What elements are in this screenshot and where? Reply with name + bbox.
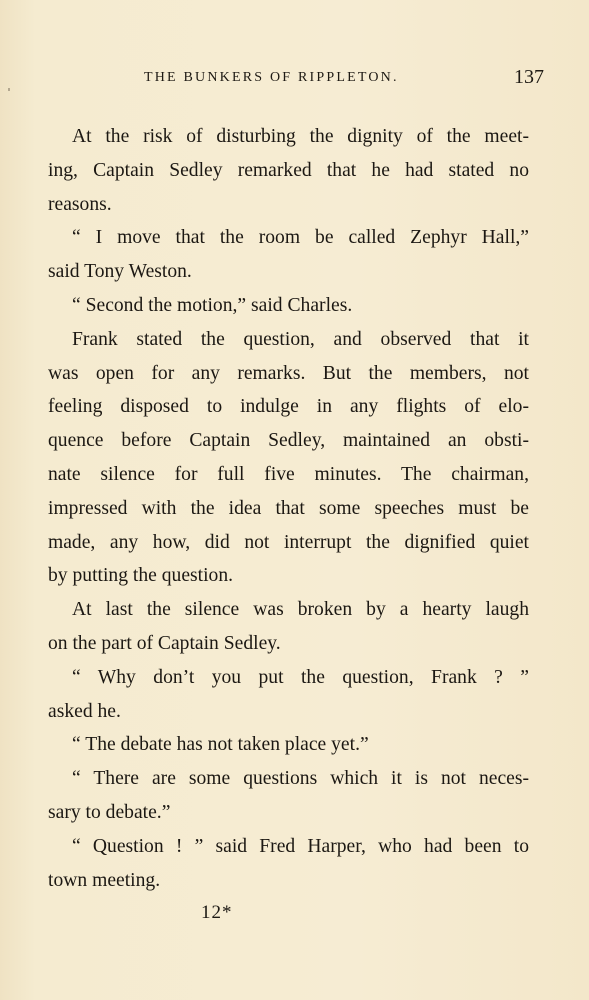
text-line: reasons. — [48, 193, 112, 215]
text-line: said Tony Weston. — [48, 261, 192, 283]
text-line: “ Question ! ” said Fred Harper, who had been to — [72, 835, 529, 857]
running-head — [48, 66, 544, 94]
text-line: sary to debate.” — [48, 801, 171, 823]
text-line: by putting the question. — [48, 565, 234, 587]
text-line: town meeting. — [48, 869, 161, 891]
text-line: feeling disposed to indulge in any flights of elo- — [48, 396, 529, 418]
text-line: asked he. — [48, 700, 121, 722]
text-line: on the part of Captain Sedley. — [48, 632, 281, 654]
signature-mark: 12* — [201, 902, 233, 923]
text-line: “ I move that the room be called Zephyr Hall,” — [72, 227, 529, 249]
text-line: made, any how, did not interrupt the dignified quiet — [48, 531, 529, 553]
text-line: “ There are some questions which it is not neces- — [72, 768, 529, 790]
text-line: was open for any remarks. But the members, not — [48, 362, 529, 384]
text-line: “ Second the motion,” said Charles. — [72, 294, 353, 316]
text-line: At the risk of disturbing the dignity of the meet- — [72, 126, 529, 147]
body-text — [48, 120, 529, 897]
text-line: “ The debate has not taken place yet.” — [72, 734, 369, 756]
text-line: nate silence for full five minutes. The chairman, — [48, 463, 529, 485]
text-line: At last the silence was broken by a hearty laugh — [72, 599, 529, 621]
text-line: impressed with the idea that some speeches must be — [48, 497, 529, 519]
running-title: THE BUNKERS OF RIPPLETON. — [144, 70, 399, 85]
text-line: “ Why don’t you put the question, Frank ? ” — [72, 666, 529, 688]
page-number: 137 — [514, 66, 544, 88]
text-line: quence before Captain Sedley, maintained an obsti- — [48, 430, 529, 452]
text-line: ing, Captain Sedley remarked that he had stated no — [48, 159, 529, 181]
text-line: Frank stated the question, and observed that it — [72, 328, 529, 350]
page-edge-mark — [8, 88, 10, 91]
